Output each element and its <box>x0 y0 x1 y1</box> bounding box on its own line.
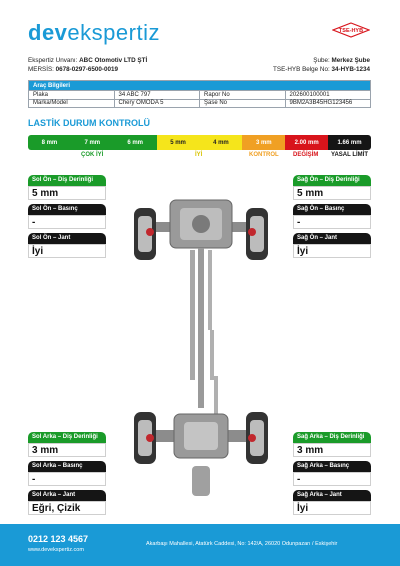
scale-legend <box>28 152 371 162</box>
table-cell: 9BM2A3B45HG123456 <box>285 99 371 108</box>
mersis-number: 0678-0297-6500-0019 <box>55 66 118 73</box>
chassis-illustration <box>128 190 274 502</box>
rear-left-rim-value: Eğri, Çizik <box>28 501 106 515</box>
vehicle-info-table <box>28 80 371 108</box>
table-cell: Chery OMODA 5 <box>114 99 200 108</box>
table-cell: 202600100001 <box>285 91 371 100</box>
certificate-label: TSE-HYB Belge No: <box>273 66 330 73</box>
brand-suffix: ekspertiz <box>67 20 160 45</box>
table-cell: Plaka <box>29 91 115 100</box>
scale-label: DEĞİŞİM <box>293 152 319 158</box>
brand-prefix: dev <box>28 20 68 45</box>
front-right-tyre-panel <box>293 175 371 200</box>
scale-segment: 3 mm <box>242 135 285 150</box>
front-left-pressure-panel <box>28 204 106 229</box>
table-cell: Rapor No <box>200 91 286 100</box>
footer-website-link[interactable]: www.devekspertiz.com <box>28 547 84 553</box>
table-cell: Marka/Model <box>29 99 115 108</box>
rear-left-pressure-label: Sol Arka – Basınç <box>28 461 106 472</box>
front-left-rim-value: İyi <box>28 244 106 258</box>
rear-left-pressure-panel <box>28 461 106 486</box>
scale-label: YASAL LİMİT <box>331 152 369 158</box>
front-left-depth-value: 5 mm <box>28 186 106 200</box>
rear-right-pressure-panel <box>293 461 371 486</box>
branch-info <box>273 56 370 74</box>
mersis-label: MERSİS: <box>28 66 54 73</box>
rear-left-rim-panel <box>28 490 106 515</box>
front-right-depth-value: 5 mm <box>293 186 371 200</box>
footer-phone[interactable]: 0212 123 4567 <box>28 534 89 544</box>
tread-depth-scale <box>28 135 371 150</box>
front-right-rim-label: Sağ Ön – Jant <box>293 233 371 244</box>
scale-label: İYİ <box>195 152 203 158</box>
rear-left-depth-label: Sol Arka – Diş Derinliği <box>28 432 106 443</box>
table-cell: Şase No <box>200 99 286 108</box>
front-left-depth-label: Sol Ön – Diş Derinliği <box>28 175 106 186</box>
scale-label: ÇOK İYİ <box>81 152 104 158</box>
front-right-depth-label: Sağ Ön – Diş Derinliği <box>293 175 371 186</box>
front-left-tyre-panel <box>28 175 106 200</box>
rear-left-depth-value: 3 mm <box>28 443 106 457</box>
branch-label: Şube: <box>313 57 330 64</box>
rear-left-rim-label: Sol Arka – Jant <box>28 490 106 501</box>
scale-segment: 4 mm <box>200 135 243 150</box>
tse-badge-text: TSE-HYB <box>338 28 364 34</box>
scale-segment: 7 mm <box>71 135 114 150</box>
rear-right-rim-value: İyi <box>293 501 371 515</box>
front-right-pressure-value: - <box>293 215 371 229</box>
front-right-rim-panel <box>293 233 371 258</box>
certificate-number: 34-HYB-1234 <box>331 66 370 73</box>
tse-hyb-logo-icon <box>332 22 370 38</box>
scale-segment: 8 mm <box>28 135 71 150</box>
brand-logo <box>28 20 160 46</box>
rear-right-pressure-value: - <box>293 472 371 486</box>
front-left-pressure-label: Sol Ön – Basınç <box>28 204 106 215</box>
rear-right-depth-value: 3 mm <box>293 443 371 457</box>
vehicle-info-title: Araç Bilgileri <box>29 81 371 91</box>
scale-segment: 2.00 mm <box>285 135 328 150</box>
front-left-rim-label: Sol Ön – Jant <box>28 233 106 244</box>
front-right-rim-value: İyi <box>293 244 371 258</box>
section-title: LASTİK DURUM KONTROLÜ <box>28 118 150 128</box>
table-row <box>29 99 371 108</box>
front-right-pressure-panel <box>293 204 371 229</box>
scale-label: KONTROL <box>249 152 279 158</box>
front-right-pressure-label: Sağ Ön – Basınç <box>293 204 371 215</box>
table-cell: 34 ABC 797 <box>114 91 200 100</box>
rear-right-tyre-panel <box>293 432 371 457</box>
front-left-pressure-value: - <box>28 215 106 229</box>
rear-left-tyre-panel <box>28 432 106 457</box>
company-info <box>28 56 147 74</box>
scale-segment: 5 mm <box>157 135 200 150</box>
footer-address: Akarbaşı Mahallesi, Atatürk Caddesi, No: 142/A, 26020 Odunpazarı / Eskişehir <box>146 541 338 547</box>
footer <box>0 524 400 566</box>
rear-left-pressure-value: - <box>28 472 106 486</box>
rear-right-rim-label: Sağ Arka – Jant <box>293 490 371 501</box>
company-title: ABC Otomotiv LTD ŞTİ <box>79 57 148 64</box>
table-row <box>29 91 371 100</box>
branch-name: Merkez Şube <box>331 57 370 64</box>
rear-right-rim-panel <box>293 490 371 515</box>
scale-segment: 1.66 mm <box>328 135 371 150</box>
company-title-label: Ekspertiz Unvanı: <box>28 57 78 64</box>
rear-right-depth-label: Sağ Arka – Diş Derinliği <box>293 432 371 443</box>
scale-segment: 6 mm <box>114 135 157 150</box>
rear-right-pressure-label: Sağ Arka – Basınç <box>293 461 371 472</box>
front-left-rim-panel <box>28 233 106 258</box>
